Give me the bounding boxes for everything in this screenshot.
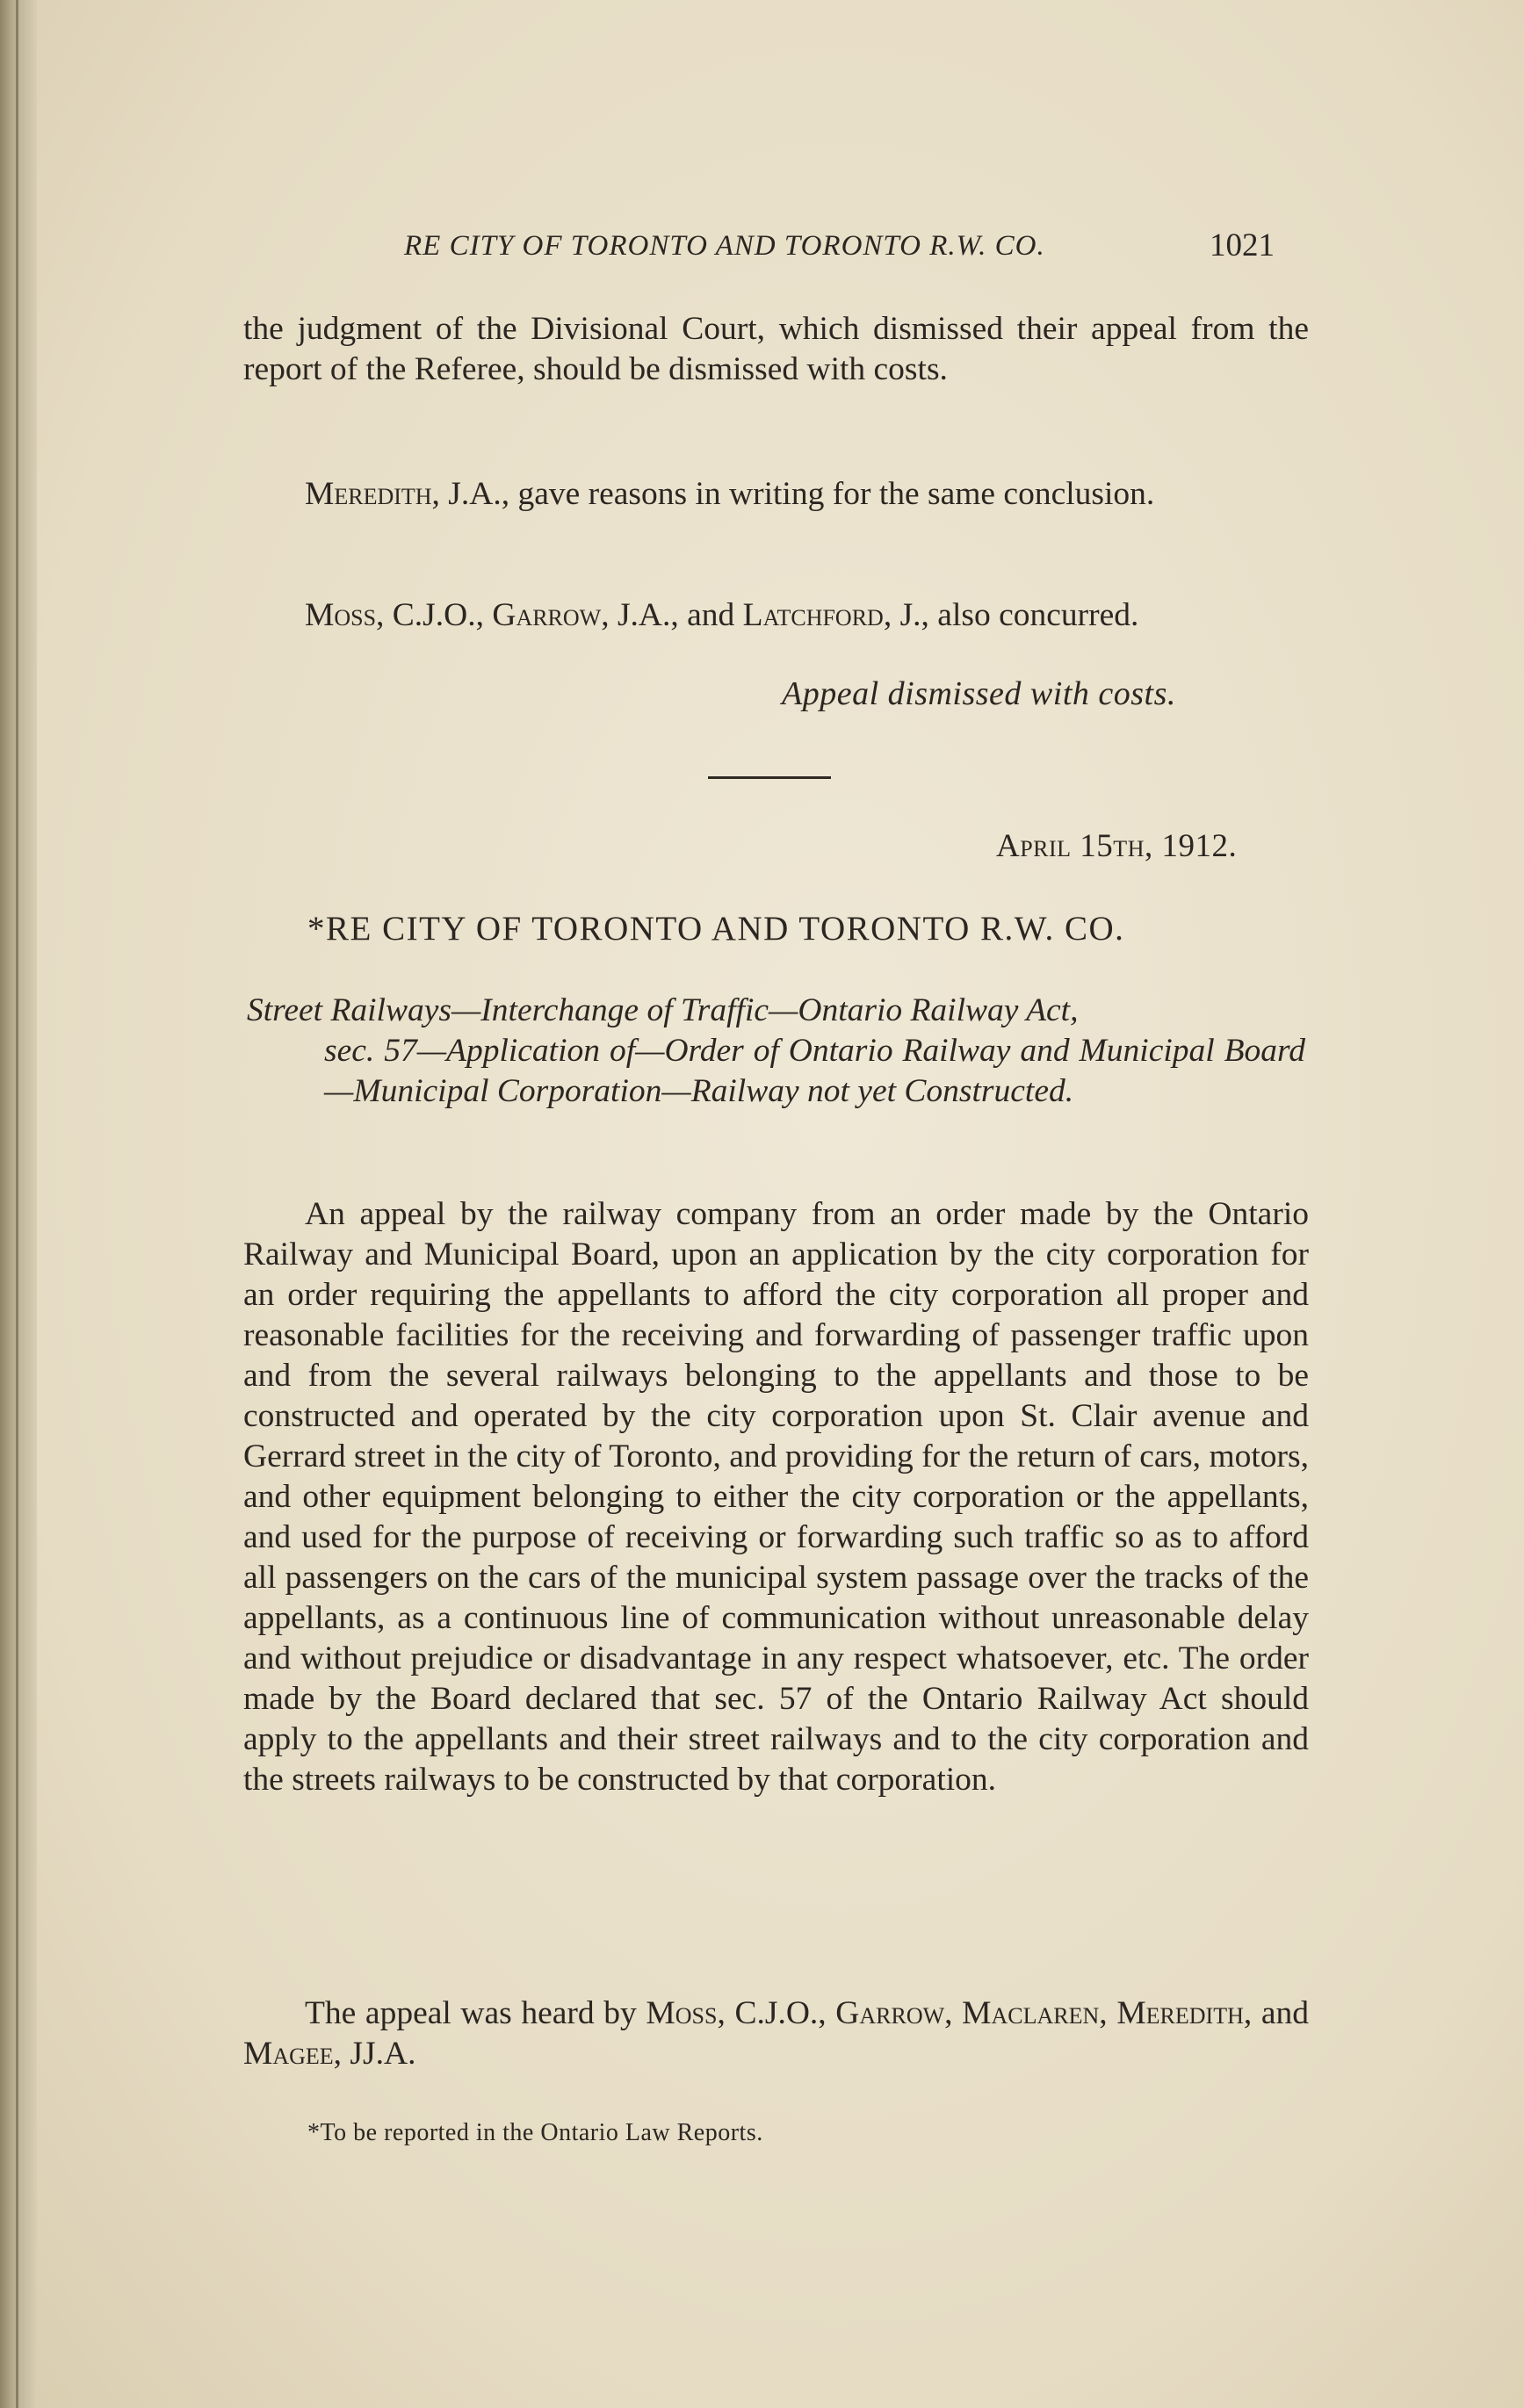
decision-date: April 15th, 1912. [996, 828, 1238, 864]
paragraph-text: , [944, 1995, 963, 2031]
section-divider [708, 776, 831, 779]
page-number: 1021 [1210, 227, 1275, 263]
paragraph-text: , JJ.A. [333, 2036, 416, 2072]
book-spine [0, 0, 37, 2408]
judge-name: Garrow [835, 1995, 945, 2031]
judge-name: Garrow [492, 597, 602, 633]
paragraph-text: , [1099, 1995, 1117, 2031]
paragraph-text: , J.A., gave reasons in writing for the same conclusion. [431, 476, 1155, 512]
paragraph-judgment: the judgment of the Divisional Court, which dismissed their appeal from the report of the Referee, should be dismissed with costs. [243, 311, 1309, 387]
case-title: *RE CITY OF TORONTO AND TORONTO R.W. CO. [307, 910, 1125, 948]
disposition: Appeal dismissed with costs. [782, 675, 1176, 712]
paragraph-text: , J.A., and [601, 597, 743, 633]
running-head: RE CITY OF TORONTO AND TORONTO R.W. CO. [404, 230, 1045, 262]
headnote-first-line: Street Railways—Interchange of Traffic—Ontario Railway Act, [247, 992, 1079, 1028]
paragraph-text: , J., also concurred. [883, 597, 1139, 633]
paragraph-text: , and [1243, 1995, 1310, 2031]
paragraph-text: The appeal was heard by [305, 1995, 646, 2031]
judge-name: Meredith [1116, 1995, 1244, 2031]
paragraph-heard [243, 1993, 1309, 2074]
judge-name: Moss [646, 1995, 718, 2031]
judge-name: Magee [243, 2036, 334, 2072]
paragraph-meredith [243, 474, 1309, 515]
paragraph-text: , C.J.O., [376, 597, 493, 633]
headnote [247, 991, 1305, 1112]
judge-name: Meredith [305, 476, 432, 512]
footnote: *To be reported in the Ontario Law Reports. [307, 2119, 763, 2146]
judge-name: Maclaren [962, 1995, 1100, 2031]
paragraph-text: , C.J.O., [717, 1995, 836, 2031]
paragraph-concurred [243, 595, 1309, 636]
headnote-continuation: sec. 57—Application of—Order of Ontario Railway and Municipal Board—Municipal Corporation—Railway not yet Constructed. [324, 1033, 1305, 1109]
spine-crease [16, 0, 18, 2408]
judge-name: Moss [305, 597, 377, 633]
judge-name: Latchford [742, 597, 884, 633]
paragraph-appeal: An appeal by the railway company from an order made by the Ontario Railway and Municipal Board, upon an application by the city corporation for an order requiring the appellants to afford the city corporation all proper and reasonable facilities for the receiving and forwarding of passenger traffic upon and from the several railways belonging to the appellants and those to be constructed and operated by the city corporation upon St. Clair avenue and Gerrard street in the city of Toronto, and providing for the return of cars, motors, and other equipment belonging to either the city corporation or the appellants, and used for the purpose of receiving or forwarding such traffic so as to afford all passengers on the cars of the municipal system passage over the tracks of the appellants, as a continuous line of communication without unreasonable delay and without prejudice or disadvantage in any respect whatsoever, etc. The order made by the Board declared that sec. 57 of the Ontario Railway Act should apply to the appellants and their street railways and to the city corporation and the streets railways to be constructed by that corporation. [243, 1196, 1309, 1798]
